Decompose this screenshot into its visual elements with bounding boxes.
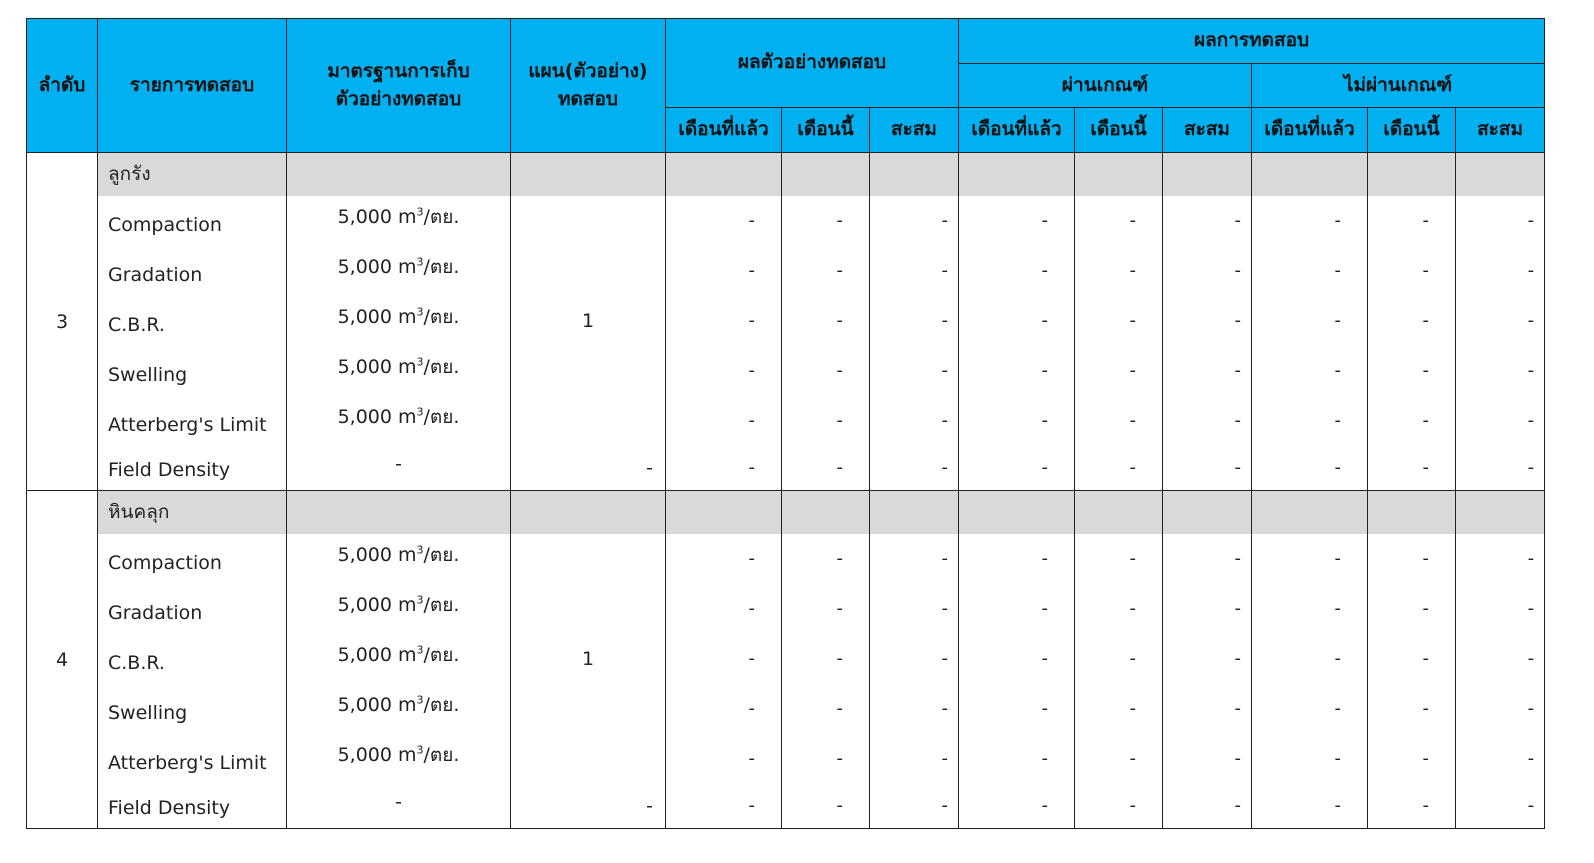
result-value: - [1075,634,1163,684]
header-sample-results: ผลตัวอย่างทดสอบ [666,19,959,108]
group-header-plan-cell [511,491,666,534]
header-passed: ผ่านเกณฑ์ [959,64,1252,108]
result-value: - [1252,296,1368,346]
result-value: - [1456,684,1545,734]
standard-unit: /ตย. [423,305,460,328]
result-value: - [959,446,1075,491]
header-plan-line1: แผน(ตัวอย่าง) [528,59,648,82]
standard-value: 5,000 m [337,593,417,616]
group-header-value-cell [666,491,782,534]
standard-value: 5,000 m [337,355,417,378]
header-failed-this-month: เดือนนี้ [1368,108,1456,153]
group-header-row [27,153,1545,196]
standard-exponent: 3 [416,205,424,219]
plan-sample-count: 1 [511,196,666,446]
result-value: - [1368,684,1456,734]
sampling-standard [287,584,511,634]
standard-unit: /ตย. [423,355,460,378]
group-header-value-cell [1252,491,1368,534]
result-value: - [870,634,959,684]
sampling-standard [287,346,511,396]
result-value: - [782,396,870,446]
result-value: - [1456,196,1545,246]
result-value: - [782,196,870,246]
header-failed-last-month: เดือนที่แล้ว [1252,108,1368,153]
result-value: - [1163,784,1252,829]
header-sample-last-month: เดือนที่แล้ว [666,108,782,153]
standard-value: 5,000 m [337,693,417,716]
sampling-standard [287,684,511,734]
group-header-value-cell [1368,153,1456,196]
header-passed-this-month: เดือนนี้ [1075,108,1163,153]
result-value: - [1368,246,1456,296]
result-value: - [1368,584,1456,634]
result-value: - [1075,784,1163,829]
result-value: - [1456,346,1545,396]
standard-value: 5,000 m [337,255,417,278]
result-value: - [1252,584,1368,634]
result-value: - [1252,246,1368,296]
result-value: - [1368,534,1456,584]
result-value: - [782,734,870,784]
result-value: - [1075,684,1163,734]
result-value: - [782,634,870,684]
table-row [27,396,1545,446]
group-header-standard-cell [287,153,511,196]
result-value: - [782,296,870,346]
sampling-standard [287,534,511,584]
test-item-name: C.B.R. [98,296,287,346]
standard-unit: /ตย. [423,593,460,616]
result-value: - [1163,684,1252,734]
result-value: - [1252,684,1368,734]
result-value: - [666,446,782,491]
result-value: - [1368,346,1456,396]
result-value: - [666,684,782,734]
test-item-name: Field Density [98,784,287,829]
result-value: - [1075,446,1163,491]
plan-sample-count: 1 [511,534,666,784]
result-value: - [1075,246,1163,296]
table-row [27,634,1545,684]
table-row [27,684,1545,734]
result-value: - [666,396,782,446]
result-value: - [1368,296,1456,346]
result-value: - [1252,534,1368,584]
standard-value: 5,000 m [337,405,417,428]
test-item-name: C.B.R. [98,634,287,684]
group-header-value-cell [959,491,1075,534]
result-value: - [1456,584,1545,634]
header-plan-line2: ทดสอบ [558,87,618,110]
group-index: 3 [27,153,98,491]
test-item-name: Field Density [98,446,287,491]
header-standard-line2: ตัวอย่างทดสอบ [335,87,462,110]
table-row [27,196,1545,246]
result-value: - [666,584,782,634]
result-value: - [1252,346,1368,396]
header-failed-cumulative: สะสม [1456,108,1545,153]
group-header-value-cell [870,153,959,196]
sampling-standard [287,396,511,446]
group-header-value-cell [1252,153,1368,196]
standard-unit: /ตย. [423,255,460,278]
plan-sample-count: - [511,446,666,491]
result-value: - [1252,446,1368,491]
sampling-standard [287,196,511,246]
result-value: - [1075,584,1163,634]
standard-unit: /ตย. [423,743,460,766]
result-value: - [666,346,782,396]
result-value: - [1456,246,1545,296]
result-value: - [666,246,782,296]
standard-exponent: 3 [416,305,424,319]
test-item-name: Compaction [98,534,287,584]
result-value: - [666,634,782,684]
result-value: - [870,584,959,634]
result-value: - [782,684,870,734]
result-value: - [959,684,1075,734]
table-row [27,296,1545,346]
plan-sample-count: - [511,784,666,829]
test-item-name: Gradation [98,584,287,634]
standard-value: 5,000 m [337,543,417,566]
standard-value: 5,000 m [337,205,417,228]
standard-exponent: 3 [416,643,424,657]
result-value: - [870,784,959,829]
standard-value: 5,000 m [337,743,417,766]
group-header-value-cell [1456,491,1545,534]
group-header-value-cell [782,153,870,196]
group-header-value-cell [782,491,870,534]
standard-value: - [395,452,402,475]
header-standard [287,19,511,153]
result-value: - [666,534,782,584]
result-value: - [666,296,782,346]
standard-unit: /ตย. [423,205,460,228]
result-value: - [782,346,870,396]
header-index: ลำดับ [27,19,98,153]
result-value: - [1252,634,1368,684]
group-header-value-cell [1368,491,1456,534]
result-value: - [959,246,1075,296]
sampling-standard [287,784,511,829]
table-row [27,784,1545,829]
result-value: - [1252,196,1368,246]
standard-exponent: 3 [416,743,424,757]
group-header-plan-cell [511,153,666,196]
standard-unit: /ตย. [423,405,460,428]
table-row [27,446,1545,491]
result-value: - [959,346,1075,396]
group-header-value-cell [666,153,782,196]
result-value: - [1163,584,1252,634]
result-value: - [870,684,959,734]
result-value: - [870,296,959,346]
result-value: - [1075,346,1163,396]
test-item-name: Compaction [98,196,287,246]
header-passed-last-month: เดือนที่แล้ว [959,108,1075,153]
result-value: - [782,446,870,491]
result-value: - [1163,534,1252,584]
group-header-value-cell [1456,153,1545,196]
table-row [27,584,1545,634]
result-value: - [1075,196,1163,246]
sampling-standard [287,446,511,491]
result-value: - [666,784,782,829]
result-value: - [1368,396,1456,446]
result-value: - [1075,396,1163,446]
group-header-value-cell [870,491,959,534]
standard-exponent: 3 [416,543,424,557]
result-value: - [1163,246,1252,296]
result-value: - [870,734,959,784]
result-value: - [870,346,959,396]
result-value: - [1163,196,1252,246]
result-value: - [959,584,1075,634]
header-standard-line1: มาตรฐานการเก็บ [327,59,470,82]
standard-value: 5,000 m [337,305,417,328]
group-header-value-cell [1163,153,1252,196]
result-value: - [1368,196,1456,246]
result-value: - [666,734,782,784]
result-value: - [1456,734,1545,784]
sampling-standard [287,296,511,346]
standard-exponent: 3 [416,693,424,707]
result-value: - [1456,296,1545,346]
result-value: - [1075,296,1163,346]
group-header-value-cell [1075,153,1163,196]
result-value: - [782,246,870,296]
result-value: - [870,534,959,584]
result-value: - [1163,634,1252,684]
standard-exponent: 3 [416,355,424,369]
result-value: - [959,534,1075,584]
test-results-table [26,18,1545,829]
result-value: - [1368,734,1456,784]
result-value: - [1163,296,1252,346]
result-value: - [1456,446,1545,491]
header-item: รายการทดสอบ [98,19,287,153]
result-value: - [959,396,1075,446]
result-value: - [1163,734,1252,784]
header-passed-cumulative: สะสม [1163,108,1252,153]
sampling-standard [287,734,511,784]
standard-exponent: 3 [416,593,424,607]
result-value: - [666,196,782,246]
result-value: - [1075,734,1163,784]
test-item-name: Gradation [98,246,287,296]
table-row [27,346,1545,396]
result-value: - [1075,534,1163,584]
header-failed: ไม่ผ่านเกณฑ์ [1252,64,1545,108]
standard-unit: /ตย. [423,693,460,716]
result-value: - [782,584,870,634]
result-value: - [870,446,959,491]
result-value: - [870,246,959,296]
header-test-results: ผลการทดสอบ [959,19,1545,64]
result-value: - [1368,784,1456,829]
standard-exponent: 3 [416,405,424,419]
group-header-standard-cell [287,491,511,534]
result-value: - [959,734,1075,784]
result-value: - [1456,396,1545,446]
standard-unit: /ตย. [423,543,460,566]
test-item-name: Swelling [98,346,287,396]
header-sample-cumulative: สะสม [870,108,959,153]
result-value: - [1456,634,1545,684]
group-header-value-cell [959,153,1075,196]
sampling-standard [287,246,511,296]
result-value: - [1456,784,1545,829]
group-header-value-cell [1163,491,1252,534]
result-value: - [1252,734,1368,784]
result-value: - [1163,346,1252,396]
standard-value: 5,000 m [337,643,417,666]
header-sample-this-month: เดือนนี้ [782,108,870,153]
result-value: - [1163,396,1252,446]
test-item-name: Swelling [98,684,287,734]
table-body [27,153,1545,829]
group-name: ลูกรัง [98,153,287,196]
test-item-name: Atterberg's Limit [98,734,287,784]
table-row [27,246,1545,296]
result-value: - [1368,446,1456,491]
sampling-standard [287,634,511,684]
result-value: - [782,534,870,584]
group-name: หินคลุก [98,491,287,534]
standard-unit: /ตย. [423,643,460,666]
result-value: - [1252,784,1368,829]
result-value: - [959,784,1075,829]
test-item-name: Atterberg's Limit [98,396,287,446]
group-header-row [27,491,1545,534]
result-value: - [1252,396,1368,446]
header-plan [511,19,666,153]
standard-value: - [395,790,402,813]
table-row [27,534,1545,584]
result-value: - [782,784,870,829]
result-value: - [870,196,959,246]
result-value: - [1368,634,1456,684]
group-index: 4 [27,491,98,829]
result-value: - [1163,446,1252,491]
result-value: - [1456,534,1545,584]
result-value: - [959,296,1075,346]
group-header-value-cell [1075,491,1163,534]
standard-exponent: 3 [416,255,424,269]
result-value: - [959,196,1075,246]
result-value: - [870,396,959,446]
table-row [27,734,1545,784]
result-value: - [959,634,1075,684]
